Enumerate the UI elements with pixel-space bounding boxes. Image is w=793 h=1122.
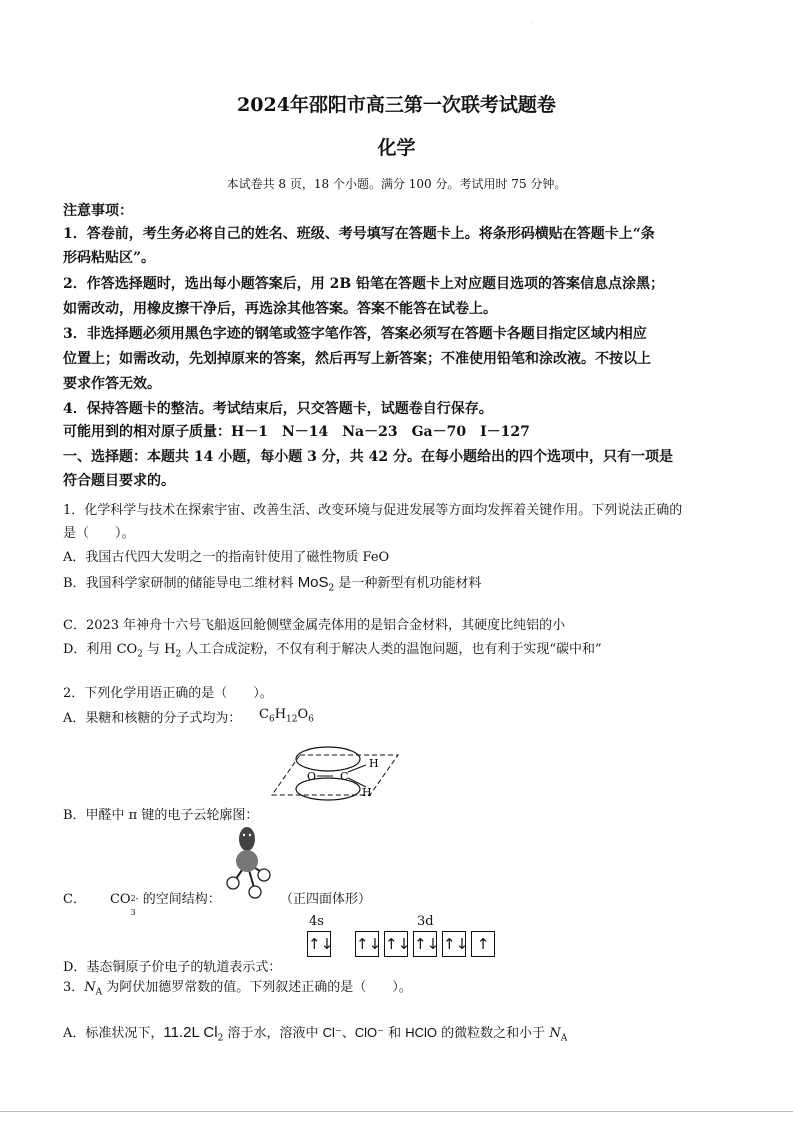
q3-option-a: A．标准状况下，11.2L $Cl_2$ 溶于水，溶液中 Cl⁻、ClO⁻ 和 HClO 的微粒数之和小于 $N_A$ bbox=[63, 1024, 568, 1044]
q1-option-d: D．利用 $CO_2$ 与 $H_2$ 人工合成淀粉，不仅有利于解决人类的温饱问题，也有利于实现“碳中和” bbox=[63, 642, 602, 660]
orbital-box: ↑↓ bbox=[384, 931, 408, 957]
orbital-label-3d: 3d bbox=[417, 914, 434, 929]
atom-label: H bbox=[369, 757, 379, 770]
note-line: 4．保持答题卡的整洁。考试结束后，只交答题卡，试题卷自行保存。 bbox=[63, 401, 493, 417]
atom-label: O bbox=[307, 770, 317, 783]
section-heading-cont: 符合题目要求的。 bbox=[63, 473, 175, 489]
atom-label: C bbox=[340, 770, 349, 783]
note-line: 1．答卷前，考生务必将自己的姓名、班级、考号填写在答题卡上。将条形码横贴在答题卡上“条 bbox=[63, 226, 655, 242]
note-line: 要求作答无效。 bbox=[63, 376, 161, 392]
q2-formula: $C_6H_{12}O_6$ bbox=[259, 707, 314, 725]
atomic-masses: 可能用到的相对原子质量：H－1 N－14 Na－23 Ga－70 I－127 bbox=[63, 424, 530, 440]
section-heading: 一、选择题：本题共 14 小题，每小题 3 分，共 42 分。在每小题给出的四个选项中，只有一项是 bbox=[63, 449, 673, 465]
orbital-label-4s: 4s bbox=[309, 914, 324, 929]
q2-option-a: A．果糖和核糖的分子式均为： bbox=[63, 711, 242, 726]
q2-option-d: D．基态铜原子价电子的轨道表示式： bbox=[63, 960, 282, 975]
q3-stem: 3．$N_A$ 为阿伏加德罗常数的值。下列叙述正确的是（ ）。 bbox=[63, 980, 412, 998]
page-dot: . bbox=[531, 18, 533, 25]
q1-option-c: C．2023 年神舟十六号飞船返回舱侧壁金属壳体用的是铝合金材料，其硬度比纯铝的小 bbox=[63, 618, 566, 633]
orbital-box: ↑↓ bbox=[355, 931, 379, 957]
q1-stem: 1．化学科学与技术在探索宇宙、改善生活、改变环境与促进发展等方面均发挥着关键作用。下列说法正确的 bbox=[63, 503, 683, 518]
orbital-box: ↑ bbox=[471, 931, 495, 957]
exam-meta: 本试卷共 8 页，18 个小题。满分 100 分。考试用时 75 分钟。 bbox=[226, 177, 567, 191]
page-bottom-rule bbox=[0, 1111, 793, 1112]
note-line: 如需改动，用橡皮擦干净后，再选涂其他答案。答案不能答在试卷上。 bbox=[63, 301, 497, 317]
q2-stem: 2．下列化学用语正确的是（ ）。 bbox=[63, 686, 273, 701]
pi-bond-diagram bbox=[270, 745, 400, 805]
q1-option-b: B．我国科学家研制的储能导电二维材料 MoS$_2$ 是一种新型有机功能材料 bbox=[63, 574, 482, 594]
q1-stem-cont: 是（ ）。 bbox=[63, 526, 135, 541]
orbital-box: ↑↓ bbox=[413, 931, 437, 957]
exam-title: 2024年邵阳市高三第一次联考试题卷 bbox=[237, 94, 556, 116]
q2-option-b: B．甲醛中 π 键的电子云轮廓图： bbox=[63, 808, 259, 823]
co3-structure-diagram bbox=[225, 825, 285, 901]
q2-option-c-note: （正四面体形） bbox=[280, 892, 372, 907]
note-line: 3．非选择题必须用黑色字迹的钢笔或签字笔作答，答案必须写在答题卡各题目指定区域内相应 bbox=[63, 326, 647, 342]
q1-option-a: A．我国古代四大发明之一的指南针使用了磁性物质 FeO bbox=[63, 550, 390, 565]
atom-label: H bbox=[362, 786, 372, 799]
notes-heading: 注意事项： bbox=[63, 203, 133, 219]
note-line: 2．作答选择题时，选出每小题答案后，用 2B 铅笔在答题卡上对应题目选项的答案信息点涂黑； bbox=[63, 276, 665, 292]
orbital-box: ↑↓ bbox=[442, 931, 466, 957]
orbital-box-4s: ↑↓ bbox=[307, 931, 331, 957]
q2-option-c: C． CO 2- 3 的空间结构： bbox=[63, 892, 221, 917]
subject-title: 化学 bbox=[377, 137, 416, 159]
note-line: 位置上；如需改动，先划掉原来的答案，然后再写上新答案；不准使用铅笔和涂改液。不按以上 bbox=[63, 351, 651, 367]
note-line: 形码粘贴区”。 bbox=[63, 250, 156, 266]
